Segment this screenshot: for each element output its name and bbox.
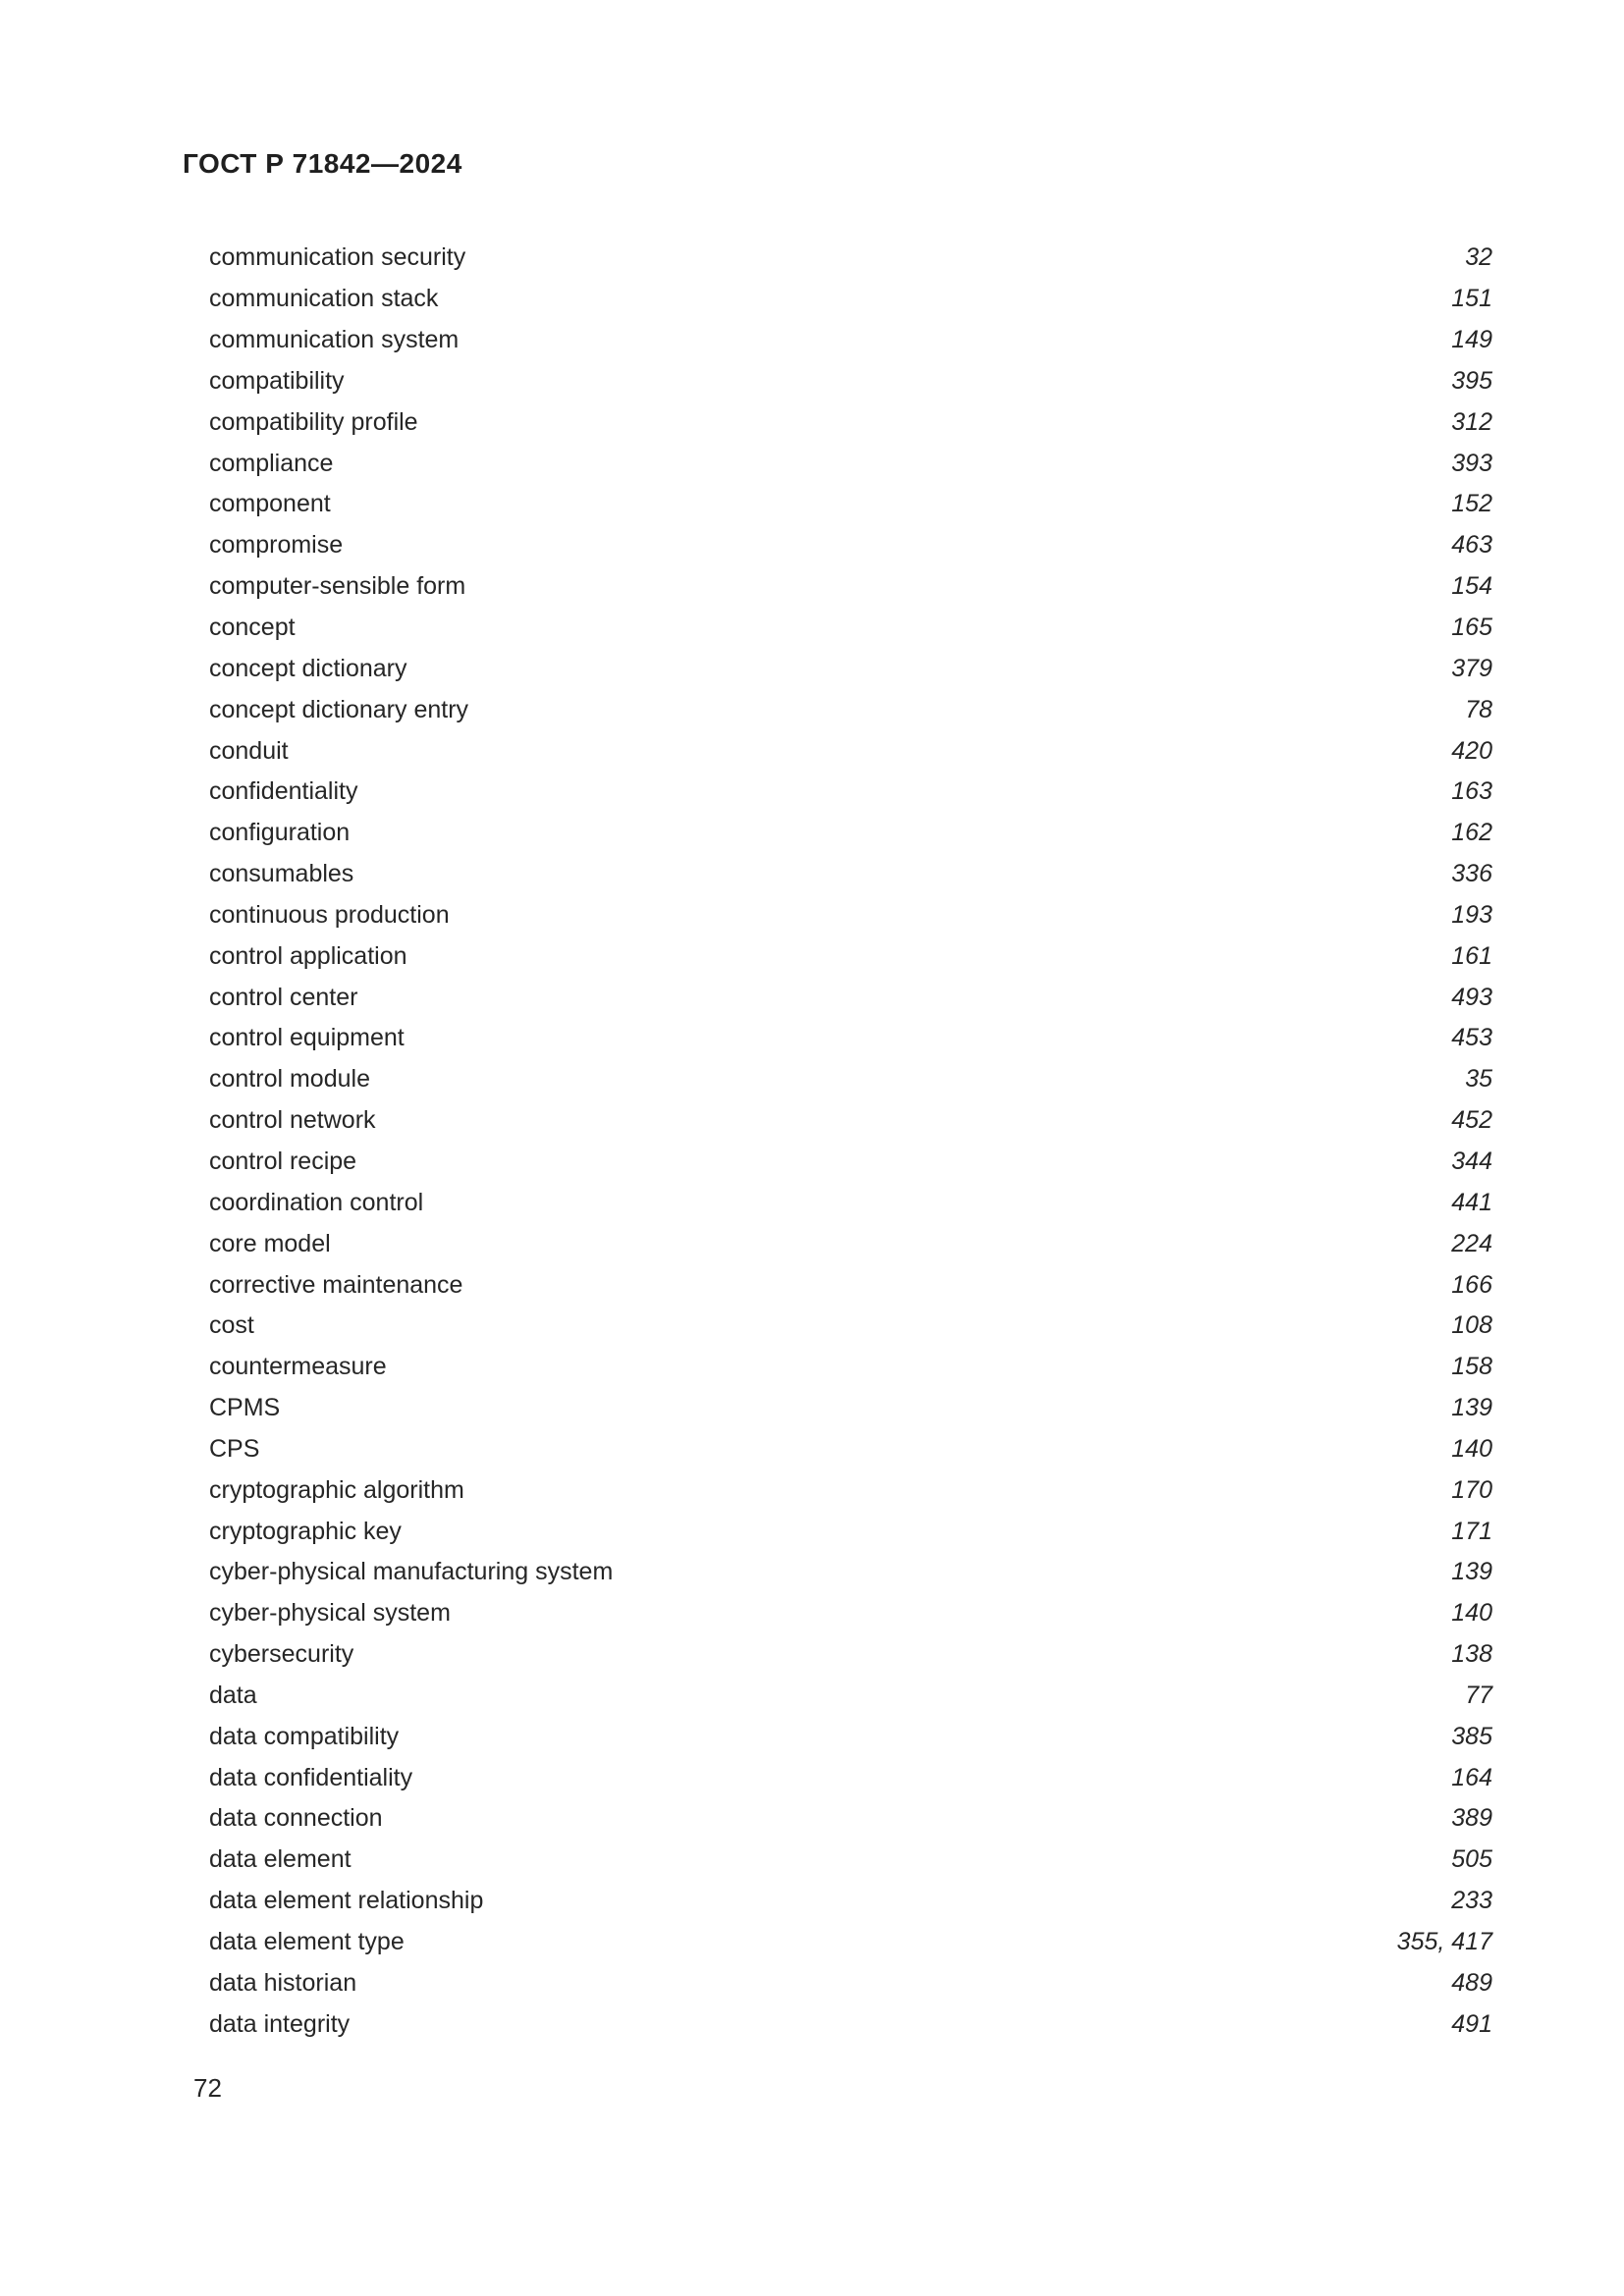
index-term: cyber-physical manufacturing system [209,1558,614,1586]
index-page-number: 78 [1465,695,1492,723]
index-page-number: 393 [1451,449,1492,477]
index-page-number: 489 [1451,1968,1492,1997]
index-page-number: 224 [1451,1229,1492,1257]
index-page-number: 165 [1451,614,1492,642]
index-row [209,689,1492,730]
index-term: conduit [209,736,289,765]
index-page-number: 139 [1451,1558,1492,1586]
index-page-number: 151 [1451,285,1492,313]
index-row [209,1922,1492,1963]
index-row [209,2003,1492,2045]
index-row [209,1428,1492,1469]
index-term: data compatibility [209,1722,400,1750]
index-term: cost [209,1311,254,1340]
index-page-number: 491 [1451,2009,1492,2038]
index-row [209,1676,1492,1717]
index-row [209,1716,1492,1757]
index-term: cryptographic algorithm [209,1475,464,1504]
index-row [209,525,1492,566]
index-page-number: 420 [1451,736,1492,765]
index-term: core model [209,1229,331,1257]
index-row [209,1264,1492,1306]
index-term: computer-sensible form [209,572,466,601]
index-row [209,935,1492,977]
index-term: data element type [209,1928,405,1956]
index-term: communication security [209,243,466,272]
index-row [209,1306,1492,1347]
index-row [209,1593,1492,1634]
index-term: data integrity [209,2009,351,2038]
index-page-number: 355, 417 [1396,1928,1492,1956]
index-term: data element relationship [209,1887,484,1915]
index-term: countermeasure [209,1353,387,1381]
document-header-title: ГОСТ Р 71842—2024 [183,148,462,179]
index-row [209,279,1492,320]
index-page-number: 162 [1451,819,1492,847]
index-page-number: 463 [1451,531,1492,560]
index-row [209,1142,1492,1183]
index-term: compatibility profile [209,407,418,436]
index-row [209,566,1492,608]
index-row [209,1511,1492,1552]
index-page-number: 493 [1451,983,1492,1011]
index-term: data confidentiality [209,1763,413,1791]
index-page-number: 140 [1451,1599,1492,1628]
index-page-number: 312 [1451,407,1492,436]
index-term: CPMS [209,1394,281,1422]
index-term: concept [209,614,296,642]
index-page-number: 385 [1451,1722,1492,1750]
index-term: compatibility [209,366,345,395]
index-term: data historian [209,1968,357,1997]
index-row [209,1757,1492,1798]
index-page-number: 441 [1451,1188,1492,1216]
index-page-number: 161 [1451,941,1492,970]
index-row [209,1182,1492,1223]
index-term: control application [209,941,407,970]
page-number-footer: 72 [193,2073,222,2103]
index-term: compromise [209,531,344,560]
index-row [209,608,1492,649]
index-row [209,730,1492,772]
index-page-number: 163 [1451,777,1492,806]
index-term: data connection [209,1804,383,1833]
index-page-number: 149 [1451,326,1492,354]
index-page-number: 152 [1451,490,1492,518]
index-term: cryptographic key [209,1517,402,1545]
index-term: cybersecurity [209,1640,354,1669]
index-row [209,895,1492,936]
index-page-number: 336 [1451,860,1492,888]
index-page-number: 158 [1451,1353,1492,1381]
index-term: control module [209,1065,370,1094]
index-row [209,648,1492,689]
index-page-number: 164 [1451,1763,1492,1791]
index-row [209,977,1492,1018]
index-page-number: 233 [1451,1887,1492,1915]
index-page-number: 139 [1451,1394,1492,1422]
index-page-number: 32 [1465,243,1492,272]
index-row [209,238,1492,279]
index-row [209,1388,1492,1429]
index-page-number: 389 [1451,1804,1492,1833]
index-row [209,320,1492,361]
index-term: concept dictionary [209,654,407,682]
index-term: control center [209,983,358,1011]
index-page-number: 344 [1451,1147,1492,1175]
index-page-number: 379 [1451,654,1492,682]
index-term: data element [209,1845,352,1874]
index-row [209,1552,1492,1593]
index-term: continuous production [209,900,450,929]
index-row [209,854,1492,895]
index-term: control recipe [209,1147,357,1175]
index-page-number: 193 [1451,900,1492,929]
index-term: data [209,1681,257,1709]
index-row [209,1634,1492,1676]
index-row [209,813,1492,854]
index-row [209,1469,1492,1511]
index-term: control equipment [209,1024,405,1052]
index-page-number: 154 [1451,572,1492,601]
index-term: component [209,490,331,518]
index-page-number: 395 [1451,366,1492,395]
index-term: CPS [209,1434,260,1463]
index-term: concept dictionary entry [209,695,469,723]
index-page-number: 138 [1451,1640,1492,1669]
index-page-number: 77 [1465,1681,1492,1709]
index-row [209,401,1492,443]
index-page-number: 453 [1451,1024,1492,1052]
index-row [209,1798,1492,1840]
index-page-number: 35 [1465,1065,1492,1094]
index-term: control network [209,1106,376,1135]
index-term: configuration [209,819,351,847]
index-row [209,1881,1492,1922]
index-row [209,1018,1492,1059]
index-term: corrective maintenance [209,1270,463,1299]
index-term: compliance [209,449,334,477]
index-term: cyber-physical system [209,1599,451,1628]
index-page-number: 170 [1451,1475,1492,1504]
index-page-number: 505 [1451,1845,1492,1874]
index-row [209,1840,1492,1881]
index-term: coordination control [209,1188,424,1216]
index-row [209,1223,1492,1264]
index-row [209,1059,1492,1100]
index-row [209,484,1492,525]
index-row [209,443,1492,484]
index-page-number: 108 [1451,1311,1492,1340]
index-term: consumables [209,860,354,888]
index-term: communication stack [209,285,439,313]
index-term: communication system [209,326,460,354]
index-page-number: 140 [1451,1434,1492,1463]
index-row [209,1347,1492,1388]
index-row [209,1962,1492,2003]
index-page-number: 166 [1451,1270,1492,1299]
index-term: confidentiality [209,777,358,806]
index-row [209,772,1492,813]
index-row [209,1100,1492,1142]
index-list [209,238,1492,2045]
index-row [209,361,1492,402]
index-page-number: 171 [1451,1517,1492,1545]
index-page-number: 452 [1451,1106,1492,1135]
